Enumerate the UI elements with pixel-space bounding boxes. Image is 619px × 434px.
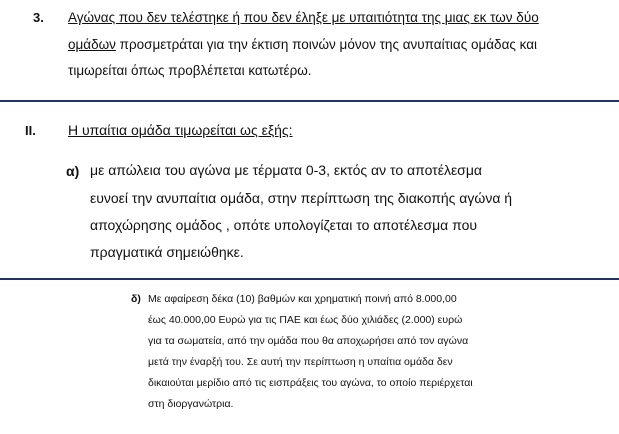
item-d-line-1: Με αφαίρεση δέκα (10) βαθμών και χρηματική ποινή από 8.000,00 xyxy=(148,293,457,305)
item-a-line-1: με απώλεια του αγώνα με τέρματα 0-3, εκτός αν το αποτέλεσμα xyxy=(90,162,482,178)
section-3-line-2-rest: προσμετράται για την έκτιση ποινών μόνον της ανυπαίτιας ομάδας και xyxy=(115,37,538,52)
item-d-line-2: έως 40.000,00 Ευρώ για τις ΠΑΕ και έως δύο χιλιάδες (2.000) ευρώ xyxy=(148,314,463,326)
section-ii-number: II. xyxy=(25,123,36,138)
item-d-line-6: στη διοργανώτρια. xyxy=(148,398,234,410)
item-d-line-4: μετά την έναρξή του. Σε αυτή την περίπτωση η υπαίτια ομάδα δεν xyxy=(148,356,453,368)
item-a-line-3: αποχώρησης ομάδος , οπότε υπολογίζεται το αποτέλεσμα που xyxy=(90,217,478,233)
item-d-line-5: δικαιούται μερίδιο από τις εισπράξεις του αγώνα, το οποίο περιέρχεται xyxy=(148,377,473,389)
section-3-line-2 xyxy=(68,38,537,52)
section-3-line-3: τιμωρείται όπως προβλέπεται κατωτέρω. xyxy=(68,63,312,78)
section-3-number: 3. xyxy=(33,10,44,25)
item-a-line-4: πραγματικά σημειώθηκε. xyxy=(90,244,244,260)
item-a-label: α) xyxy=(66,163,80,179)
section-ii-heading: Η υπαίτια ομάδα τιμωρείται ως εξής: xyxy=(68,122,293,138)
section-3-line-1: Αγώνας που δεν τελέστηκε ή που δεν έληξε με υπαιτιότητα της μιας εκ των δύο xyxy=(68,10,539,25)
item-d-label: δ) xyxy=(131,293,141,305)
section-3-underlined-word: ομάδων xyxy=(68,37,116,52)
item-a-line-2: ευνοεί την ανυπαίτια ομάδα, στην περίπτωση της διακοπής αγώνα ή xyxy=(90,190,513,206)
divider-bottom xyxy=(0,278,619,280)
divider-top xyxy=(0,100,619,102)
item-d-line-3: για τα σωματεία, από την ομάδα που θα αποχωρήσει από τον αγώνα xyxy=(148,335,469,347)
